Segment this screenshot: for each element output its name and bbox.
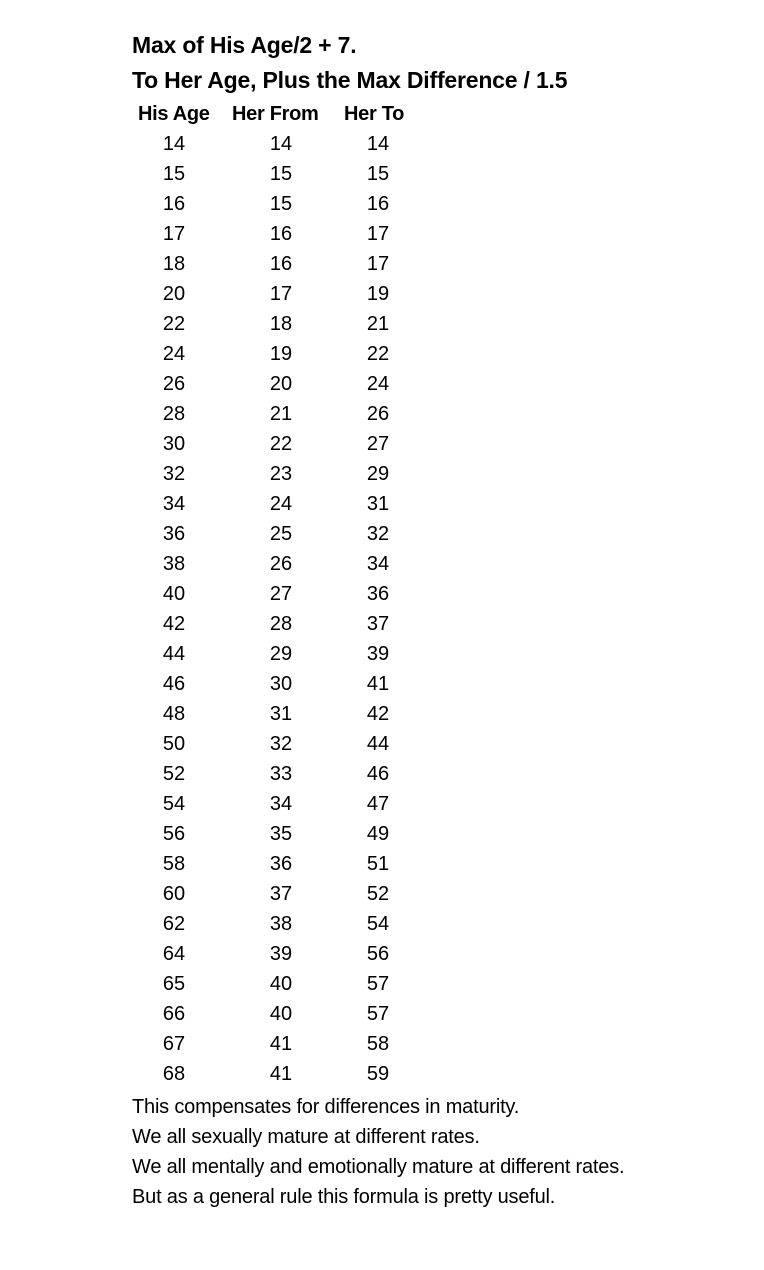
note-line: But as a general rule this formula is pretty useful. bbox=[132, 1186, 556, 1208]
cell-her-to: 47 bbox=[366, 793, 390, 815]
cell-his-age: 15 bbox=[162, 163, 186, 185]
cell-her-from: 39 bbox=[269, 943, 293, 965]
cell-his-age: 52 bbox=[162, 763, 186, 785]
cell-his-age: 40 bbox=[162, 583, 186, 605]
table-row bbox=[132, 731, 432, 761]
cell-her-to: 24 bbox=[366, 373, 390, 395]
table-row bbox=[132, 641, 432, 671]
table-row bbox=[132, 761, 432, 791]
cell-his-age: 18 bbox=[162, 253, 186, 275]
table-row bbox=[132, 701, 432, 731]
cell-her-to: 39 bbox=[366, 643, 390, 665]
header-her-to: Her To bbox=[344, 103, 405, 125]
cell-his-age: 14 bbox=[162, 133, 186, 155]
table-row bbox=[132, 1001, 432, 1031]
cell-her-from: 33 bbox=[269, 763, 293, 785]
cell-her-from: 18 bbox=[269, 313, 293, 335]
table-row bbox=[132, 791, 432, 821]
table-body bbox=[132, 131, 432, 1091]
title-line-2: To Her Age, Plus the Max Difference / 1.5 bbox=[132, 67, 568, 93]
cell-her-from: 29 bbox=[269, 643, 293, 665]
table-row bbox=[132, 341, 432, 371]
note-line: We all sexually mature at different rates. bbox=[132, 1126, 480, 1148]
cell-his-age: 42 bbox=[162, 613, 186, 635]
cell-her-from: 26 bbox=[269, 553, 293, 575]
cell-her-to: 57 bbox=[366, 973, 390, 995]
cell-her-to: 19 bbox=[366, 283, 390, 305]
table-header-row bbox=[132, 101, 432, 131]
cell-her-from: 16 bbox=[269, 223, 293, 245]
cell-his-age: 24 bbox=[162, 343, 186, 365]
table-row bbox=[132, 251, 432, 281]
cell-her-from: 35 bbox=[269, 823, 293, 845]
table-row bbox=[132, 401, 432, 431]
cell-his-age: 32 bbox=[162, 463, 186, 485]
cell-his-age: 34 bbox=[162, 493, 186, 515]
table-row bbox=[132, 311, 432, 341]
cell-her-to: 44 bbox=[366, 733, 390, 755]
cell-her-from: 14 bbox=[269, 133, 293, 155]
cell-her-to: 15 bbox=[366, 163, 390, 185]
table-row bbox=[132, 281, 432, 311]
cell-her-to: 16 bbox=[366, 193, 390, 215]
cell-her-from: 41 bbox=[269, 1033, 293, 1055]
table-row bbox=[132, 911, 432, 941]
header-her-from: Her From bbox=[232, 103, 319, 125]
cell-her-to: 32 bbox=[366, 523, 390, 545]
table-row bbox=[132, 161, 432, 191]
table-row bbox=[132, 671, 432, 701]
table-row bbox=[132, 581, 432, 611]
cell-her-from: 25 bbox=[269, 523, 293, 545]
table-row bbox=[132, 491, 432, 521]
table-row bbox=[132, 1031, 432, 1061]
cell-his-age: 46 bbox=[162, 673, 186, 695]
cell-her-from: 34 bbox=[269, 793, 293, 815]
cell-her-from: 27 bbox=[269, 583, 293, 605]
cell-his-age: 30 bbox=[162, 433, 186, 455]
cell-her-to: 14 bbox=[366, 133, 390, 155]
table-row bbox=[132, 191, 432, 221]
cell-her-to: 31 bbox=[366, 493, 390, 515]
cell-her-from: 30 bbox=[269, 673, 293, 695]
cell-her-from: 38 bbox=[269, 913, 293, 935]
cell-her-to: 36 bbox=[366, 583, 390, 605]
cell-his-age: 65 bbox=[162, 973, 186, 995]
cell-her-to: 27 bbox=[366, 433, 390, 455]
cell-his-age: 67 bbox=[162, 1033, 186, 1055]
cell-her-to: 37 bbox=[366, 613, 390, 635]
cell-his-age: 54 bbox=[162, 793, 186, 815]
cell-his-age: 17 bbox=[162, 223, 186, 245]
table-row bbox=[132, 431, 432, 461]
cell-her-from: 16 bbox=[269, 253, 293, 275]
cell-her-to: 41 bbox=[366, 673, 390, 695]
cell-her-from: 21 bbox=[269, 403, 293, 425]
cell-his-age: 62 bbox=[162, 913, 186, 935]
cell-her-from: 31 bbox=[269, 703, 293, 725]
cell-her-from: 40 bbox=[269, 1003, 293, 1025]
cell-his-age: 26 bbox=[162, 373, 186, 395]
notes bbox=[132, 1092, 624, 1212]
cell-her-to: 51 bbox=[366, 853, 390, 875]
table-row bbox=[132, 131, 432, 161]
cell-his-age: 66 bbox=[162, 1003, 186, 1025]
table-row bbox=[132, 881, 432, 911]
cell-her-to: 59 bbox=[366, 1063, 390, 1085]
cell-her-to: 22 bbox=[366, 343, 390, 365]
cell-his-age: 64 bbox=[162, 943, 186, 965]
table-row bbox=[132, 371, 432, 401]
cell-her-from: 15 bbox=[269, 163, 293, 185]
age-table bbox=[132, 101, 432, 1091]
cell-her-from: 23 bbox=[269, 463, 293, 485]
note-line: We all mentally and emotionally mature at different rates. bbox=[132, 1156, 625, 1178]
cell-her-to: 42 bbox=[366, 703, 390, 725]
cell-her-from: 17 bbox=[269, 283, 293, 305]
note-line: This compensates for differences in maturity. bbox=[132, 1096, 520, 1118]
cell-her-from: 22 bbox=[269, 433, 293, 455]
table-row bbox=[132, 851, 432, 881]
title-line-1: Max of His Age/2 + 7. bbox=[132, 32, 357, 58]
cell-her-from: 20 bbox=[269, 373, 293, 395]
cell-her-to: 52 bbox=[366, 883, 390, 905]
table-row bbox=[132, 221, 432, 251]
cell-her-from: 19 bbox=[269, 343, 293, 365]
cell-her-to: 34 bbox=[366, 553, 390, 575]
table-row bbox=[132, 461, 432, 491]
table-row bbox=[132, 521, 432, 551]
cell-his-age: 60 bbox=[162, 883, 186, 905]
cell-her-to: 56 bbox=[366, 943, 390, 965]
cell-his-age: 38 bbox=[162, 553, 186, 575]
cell-her-from: 40 bbox=[269, 973, 293, 995]
table-row bbox=[132, 611, 432, 641]
cell-her-from: 37 bbox=[269, 883, 293, 905]
cell-her-from: 28 bbox=[269, 613, 293, 635]
cell-his-age: 50 bbox=[162, 733, 186, 755]
table-row bbox=[132, 1061, 432, 1091]
cell-his-age: 58 bbox=[162, 853, 186, 875]
cell-her-from: 41 bbox=[269, 1063, 293, 1085]
cell-her-to: 58 bbox=[366, 1033, 390, 1055]
cell-her-to: 57 bbox=[366, 1003, 390, 1025]
table-row bbox=[132, 971, 432, 1001]
cell-her-to: 54 bbox=[366, 913, 390, 935]
cell-his-age: 48 bbox=[162, 703, 186, 725]
table-row bbox=[132, 941, 432, 971]
cell-her-to: 17 bbox=[366, 253, 390, 275]
cell-his-age: 22 bbox=[162, 313, 186, 335]
header-his-age: His Age bbox=[138, 103, 210, 125]
cell-his-age: 28 bbox=[162, 403, 186, 425]
table-row bbox=[132, 551, 432, 581]
cell-his-age: 68 bbox=[162, 1063, 186, 1085]
cell-her-from: 36 bbox=[269, 853, 293, 875]
cell-her-from: 15 bbox=[269, 193, 293, 215]
cell-her-to: 29 bbox=[366, 463, 390, 485]
cell-her-from: 32 bbox=[269, 733, 293, 755]
cell-his-age: 20 bbox=[162, 283, 186, 305]
cell-her-to: 49 bbox=[366, 823, 390, 845]
cell-his-age: 36 bbox=[162, 523, 186, 545]
cell-her-to: 17 bbox=[366, 223, 390, 245]
cell-his-age: 44 bbox=[162, 643, 186, 665]
cell-her-to: 26 bbox=[366, 403, 390, 425]
cell-his-age: 56 bbox=[162, 823, 186, 845]
table-row bbox=[132, 821, 432, 851]
cell-her-to: 46 bbox=[366, 763, 390, 785]
cell-her-to: 21 bbox=[366, 313, 390, 335]
cell-his-age: 16 bbox=[162, 193, 186, 215]
cell-her-from: 24 bbox=[269, 493, 293, 515]
